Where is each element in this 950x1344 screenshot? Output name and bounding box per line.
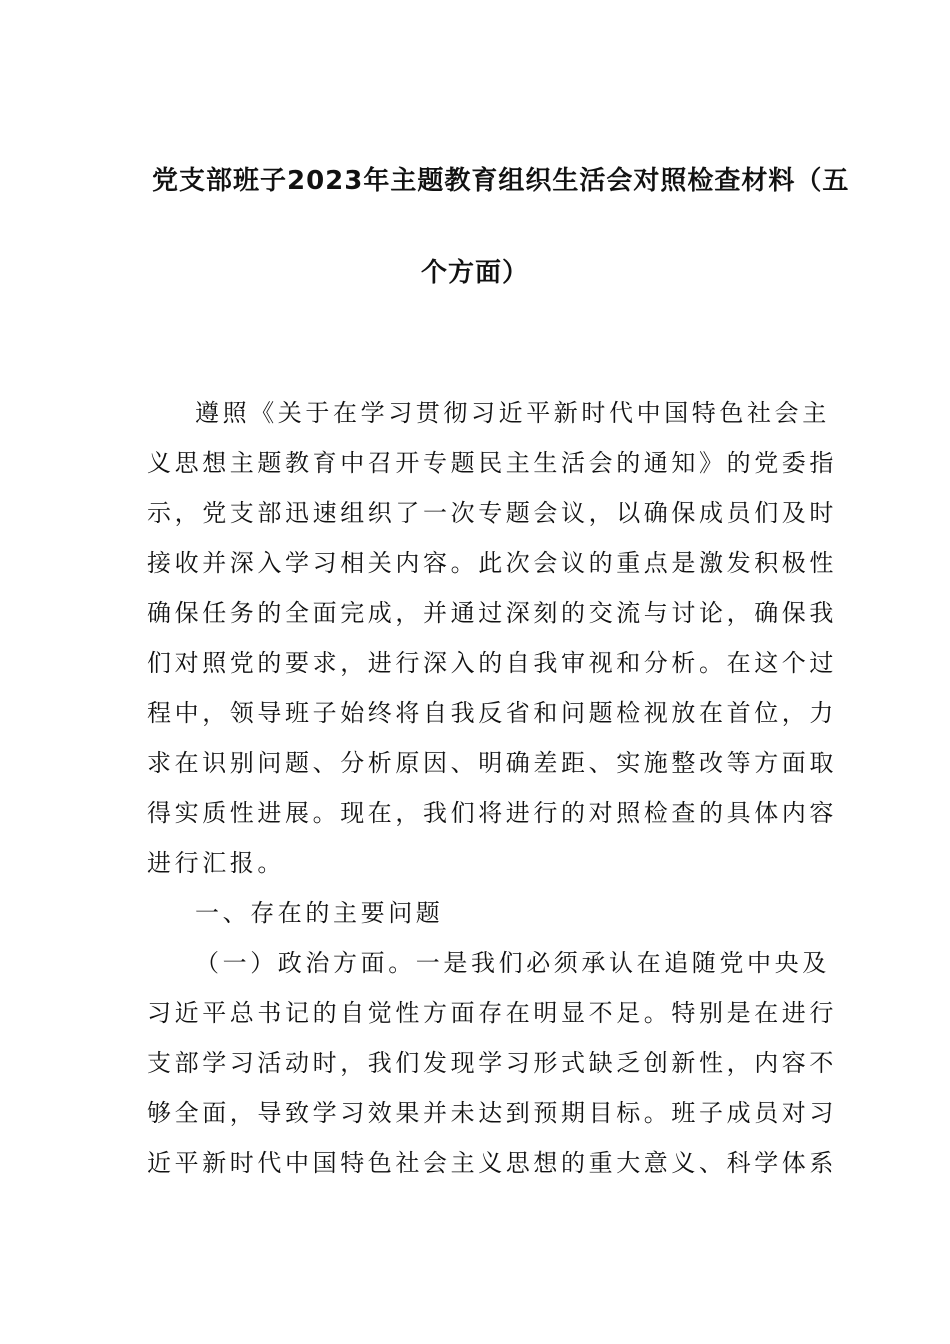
paragraph-1-line: 确保任务的全面完成，并通过深刻的交流与讨论，确保我 [147,599,837,627]
paragraph-2-line: 支部学习活动时，我们发现学习形式缺乏创新性，内容不 [147,1049,837,1077]
paragraph-2-line: 近平新时代中国特色社会主义思想的重大意义、科学体系 [147,1149,837,1177]
paragraph-1-line: 遵照《关于在学习贯彻习近平新时代中国特色社会主 [195,399,830,427]
paragraph-1-line: 接收并深入学习相关内容。此次会议的重点是激发积极性 [147,549,837,577]
paragraph-2-line: 够全面，导致学习效果并未达到预期目标。班子成员对习 [147,1099,837,1127]
paragraph-1-line: 程中，领导班子始终将自我反省和问题检视放在首位，力 [147,699,837,727]
paragraph-1-line: 示，党支部迅速组织了一次专题会议，以确保成员们及时 [147,499,837,527]
paragraph-1-line: 义思想主题教育中召开专题民主生活会的通知》的党委指 [147,449,837,477]
paragraph-1-line: 求在识别问题、分析原因、明确差距、实施整改等方面取 [147,749,837,777]
paragraph-2-line: （一）政治方面。一是我们必须承认在追随党中央及 [195,949,830,977]
document-title-line-1: 党支部班子2023年主题教育组织生活会对照检查材料（五 [152,166,850,196]
paragraph-1-line: 得实质性进展。现在，我们将进行的对照检查的具体内容 [147,799,837,827]
paragraph-2-line: 习近平总书记的自觉性方面存在明显不足。特别是在进行 [147,999,837,1027]
document-title-line-2: 个方面） [420,258,529,288]
paragraph-1-line: 们对照党的要求，进行深入的自我审视和分析。在这个过 [147,649,837,677]
section-heading: 一、存在的主要问题 [195,899,444,927]
paragraph-1-line: 进行汇报。 [147,849,285,877]
